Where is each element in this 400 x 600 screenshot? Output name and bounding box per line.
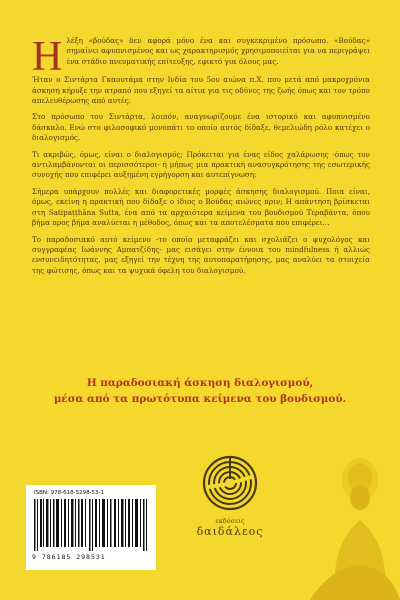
labyrinth-icon bbox=[202, 455, 258, 511]
barcode-box bbox=[26, 485, 156, 570]
paragraph-4: Τι ακριβώς, όμως, είναι ο διαλογισμός; Πρόκειται για ένας είδος χαλάρωσης -όπως τον αντιλαμβάνονται οι περισσότεροι- ή μήπως μια πρακτική ανασυγκρότησης της εσωτερικής συνοχής που επιφέρει αυξημένη εγρήγορση και αυτεπίγνωση; bbox=[32, 149, 370, 180]
publisher-prefix: εκδόσεις bbox=[215, 517, 245, 525]
tagline-line-1: Η παραδοσιακή άσκηση διαλογισμού, bbox=[86, 377, 314, 389]
dropcap-letter: Η bbox=[32, 34, 63, 80]
publisher-name: δαιδάλεος bbox=[196, 525, 264, 538]
tagline bbox=[20, 375, 380, 407]
publisher-logo bbox=[180, 455, 280, 538]
paragraph-2: Ήταν ο Σιντάρτα Γκαουτάμα στην Ινδία του 5ου αιώνα π.Χ. που μετά από μακροχρόνια άσκηση κήρυξε την ατραπό που εξηγεί τα αίτια για τις οδύνες της ζωής όπως και τον τρόπο απελευθέρωσης από αυτές. bbox=[32, 75, 370, 106]
paragraph-1-text: λέξη «βούδας» δεν αφορά μόνο ένα και συγκεκριμένο πρόσωπο. «Βούδας» σημαίνει αφυπνισμένος και ως χαρακτηρισμός χρησιμοποιείται για να περιγράψει ένα στάδιο πνευματικής επίτευξης, εφικτό για όλους μας. bbox=[66, 36, 370, 66]
blurb-text bbox=[32, 36, 370, 282]
paragraph-5: Σήμερα υπάρχουν πολλές και διαφορετικές μορφές άσκησης διαλογισμού. Ποια είναι, όμως, εκείνη η πρακτική που δίδαξε ο ίδιος ο Βούδας αιώνες πριν; Η απάντηση βρίσκεται στη Satipaṭṭhāna Sutta, ένα από τα αρχαιότερα κείμενα του βουδισμού Τεραβάντα, όπου βήμα προς βήμα αναλύεται η μέθοδος, όπως και τα αποτελέσματα που επιφέρει… bbox=[32, 186, 370, 228]
isbn-label: ISBN: 978-618-5298-53-1 bbox=[34, 490, 105, 496]
paragraph-3: Στο πρόσωπο του Σιντάρτα, λοιπόν, αναγνωρίζουμε ένα ιστορικό και αφυπνισμένο δάσκαλο. Ενώ στο φιλοσοφικό μονοπάτι το οποίο αυτός δίδαξε, θεμελιώδη ρόλο κατέχει ο διαλογισμός. bbox=[32, 112, 370, 143]
barcode-digits: 9 786185 298531 bbox=[32, 553, 106, 561]
barcode-icon bbox=[34, 499, 148, 551]
meditating-buddha-icon bbox=[290, 450, 400, 600]
paragraph-1 bbox=[32, 34, 370, 80]
paragraph-6: Το παραδοσιακό αυτό κείμενο -το οποίο μεταφράζει και σχολιάζει ο ψυχολόγος και συγγραφέας Ιωάννης Αμπατζίδης- μας εισάγει στην έννοια του mindfulness ή αλλιώς ενσυνειδητότητας, μας εξηγεί την τέχνη της αυτοπαρατήρησης, μας αναλύει τα στοιχεία της φώτισης, όπως και τα ψυχικά όφελη του διαλογισμού. bbox=[32, 234, 370, 275]
tagline-line-2: μέσα από τα πρωτότυπα κείμενα του βουδισμού. bbox=[53, 393, 347, 405]
